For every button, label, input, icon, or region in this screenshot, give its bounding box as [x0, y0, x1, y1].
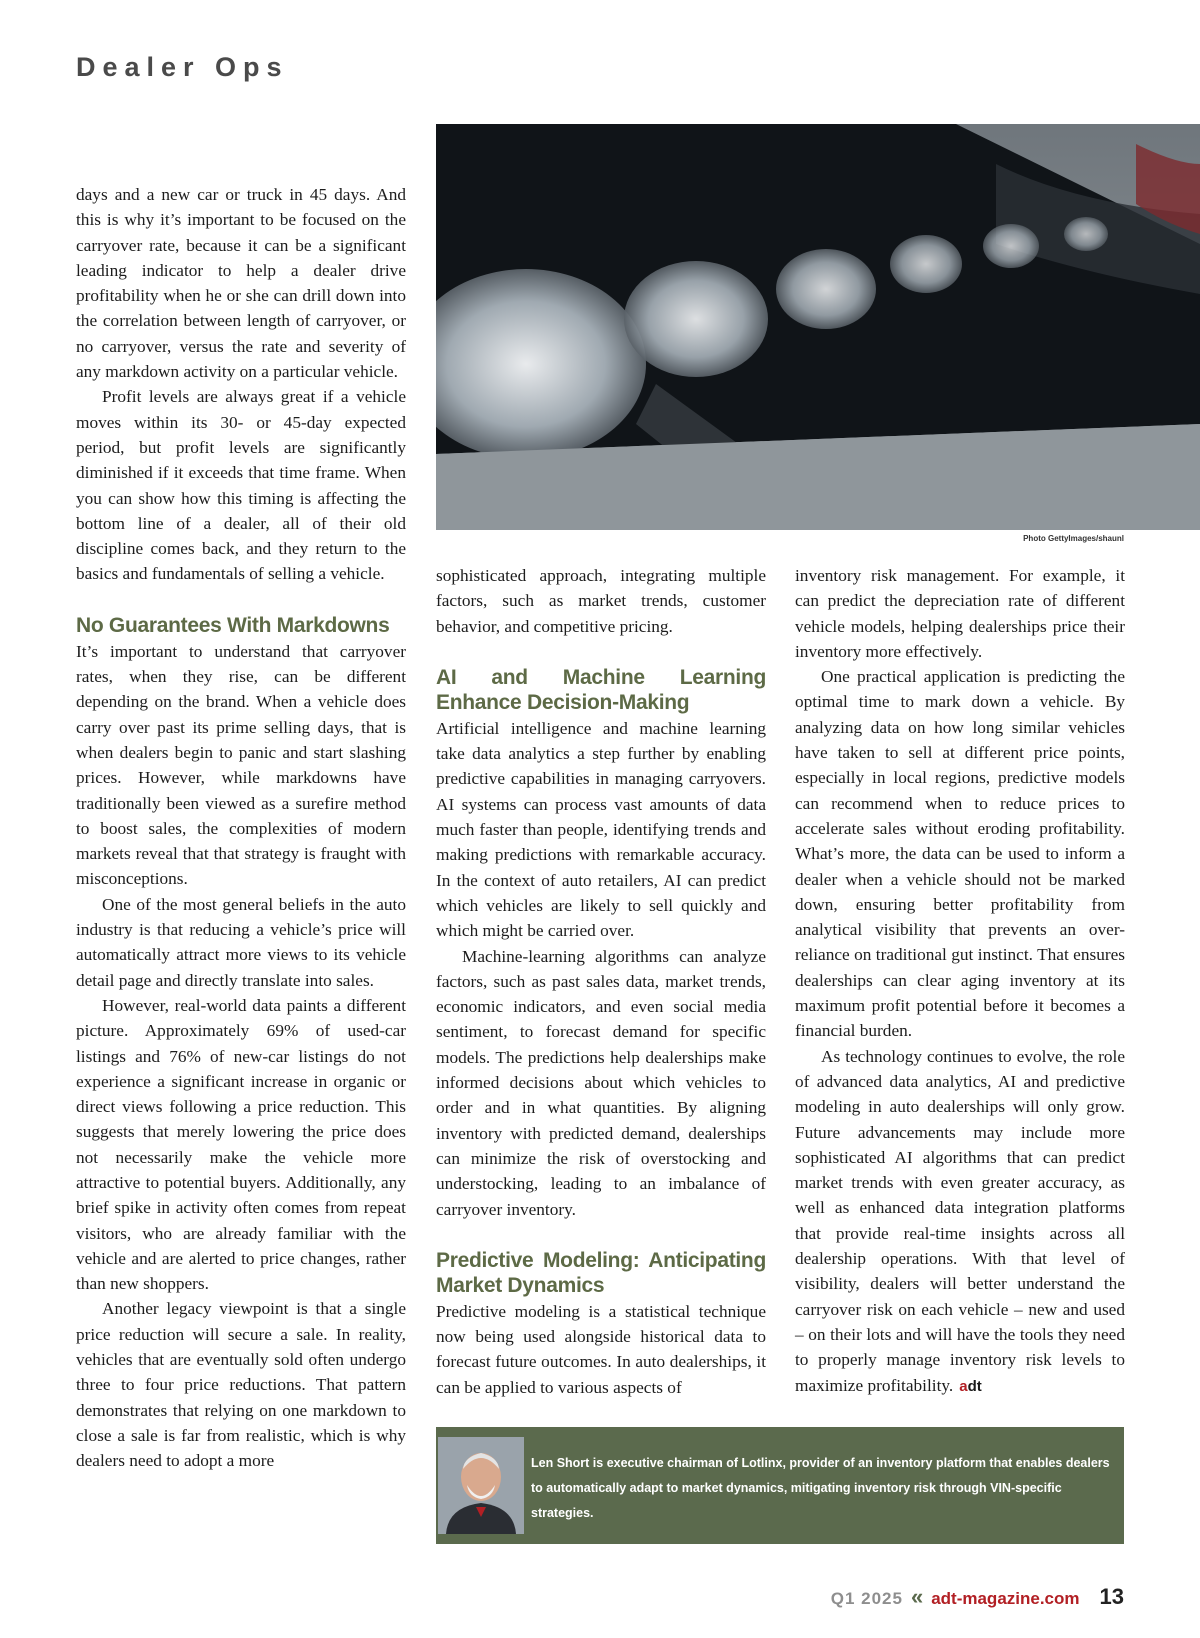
- paragraph: days and a new car or truck in 45 days. And this is why it’s important to be focused on the carryover rate, because it can be a significant leading indicator to help a dealer drive profitability when he or she can drill down into the correlation between length of carryover, or no carryover, versus the rate and severity of any markdown activity on a particular vehicle.: [76, 185, 406, 382]
- author-portrait: [438, 1437, 524, 1534]
- author-bio-box: [436, 1427, 1124, 1544]
- subheading-markdowns: No Guarantees With Markdowns: [76, 613, 390, 637]
- paragraph: It’s important to understand that carryover rates, when they rise, can be different depending on the brand. When a vehicle does carry over past its prime selling days, that is when dealers begin to panic and start slashing prices. However, while markdowns have traditionally been viewed as a surefire method to boost sales, the complexities of modern markets reveal that that strategy is fraught with misconceptions.: [76, 641, 406, 889]
- subheading-ai: AI and Machine Learning Enhance Decision-Making: [436, 665, 766, 714]
- article-column-2: [436, 563, 766, 1400]
- article-column-3: [795, 563, 1125, 1399]
- author-bio-text: Len Short is executive chairman of Lotlinx, provider of an inventory platform that enables dealers to automatically adapt to market dynamics, mitigating inventory risk through VIN-specific strategies.: [531, 1456, 1110, 1520]
- paragraph: One practical application is predicting the optimal time to mark down a vehicle. By analyzing data on how long similar vehicles have taken to sell at different price points, especially in local regions, predictive models can recommend when to reduce prices to accelerate sales without eroding profitability. What’s more, the data can be used to inform a dealer when a vehicle should not be marked down, ensuring better profitability from analytical visibility that prevents an over-reliance on traditional gut instinct. That ensures dealerships can clear aging inventory at its maximum profit potential before it becomes a financial burden.: [795, 667, 1125, 1041]
- end-mark-dt: dt: [967, 1377, 982, 1395]
- paragraph: sophisticated approach, integrating multiple factors, such as market trends, customer behavior, and competitive pricing.: [436, 566, 766, 636]
- paragraph: One of the most general beliefs in the auto industry is that reducing a vehicle’s price will automatically attract more views to its vehicle detail page and directly translate into sales.: [76, 894, 406, 990]
- footer-separator: «: [910, 1584, 924, 1609]
- cars-photo: [436, 124, 1200, 530]
- author-photo: [438, 1437, 524, 1534]
- website-link[interactable]: adt-magazine.com: [931, 1589, 1080, 1608]
- page-number: 13: [1099, 1584, 1124, 1609]
- paragraph: Artificial intelligence and machine learning take data analytics a step further by enabling predictive capabilities in managing carryovers. AI systems can process vast amounts of data much faster than people, identifying trends and making predictions with remarkable accuracy. In the context of auto retailers, AI can predict which vehicles are likely to sell quickly and which might be carried over.: [436, 718, 766, 941]
- paragraph-text: As technology continues to evolve, the role of advanced data analytics, AI and predictive modeling in auto dealerships will only grow. Future advancements may include more sophisticated AI algorithms that can predict market trends with even greater accuracy, as well as enhanced data integration platforms that provide real-time insights across all dealership operations. With that level of visibility, dealers will better understand the carryover risk on each vehicle – new and used – on their lots and will have the tools they need to properly manage inventory risk levels to maximize profitability.: [795, 1046, 1125, 1395]
- paragraph: Predictive modeling is a statistical technique now being used alongside historical data to forecast future outcomes. In auto dealerships, it can be applied to various aspects of: [436, 1301, 766, 1397]
- issue-label: Q1 2025: [830, 1589, 903, 1608]
- paragraph: inventory risk management. For example, it can predict the depreciation rate of different vehicle models, helping dealerships price their inventory more effectively.: [795, 566, 1125, 661]
- photo-credit: Photo GettyImages/shaunl: [1023, 534, 1124, 543]
- paragraph: Profit levels are always great if a vehicle moves within its 30- or 45-day expected period, but profit levels are significantly diminished if it exceeds that time frame. When you can show how this timing is affecting the bottom line of a dealer, all of their old discipline comes back, and they return to the basics and fundamentals of selling a vehicle.: [76, 387, 406, 584]
- page-footer: [831, 1584, 1124, 1610]
- section-title: Dealer Ops: [76, 52, 289, 82]
- cars-illustration: [436, 124, 1200, 530]
- paragraph: Machine-learning algorithms can analyze factors, such as past sales data, market trends, economic indicators, and even social media sentiment, to forecast demand for specific models. The predictions help dealerships make informed decisions about which vehicles to order and in what quantities. By aligning inventory with predicted demand, dealerships can minimize the risk of overstocking and understocking, leading to an imbalance of carryover inventory.: [436, 946, 766, 1219]
- end-mark-logo: [959, 1378, 982, 1395]
- paragraph: Another legacy viewpoint is that a single price reduction will secure a sale. In reality, vehicles that are eventually sold often undergo three to four price reductions. That pattern demonstrates that relying on one markdown to close a sale is far from realistic, which is why dealers need to adopt a more: [76, 1299, 406, 1471]
- paragraph: However, real-world data paints a different picture. Approximately 69% of used-car listings and 76% of new-car listings do not experience a significant increase in organic or direct views following a price reduction. This suggests that merely lowering the price does not necessarily make the vehicle more attractive to potential buyers. Additionally, any brief spike in activity often comes from repeat visitors, who are already familiar with the vehicle and are alerted to price changes, rather than new shoppers.: [76, 995, 406, 1294]
- end-mark-a: a: [959, 1377, 968, 1395]
- article-column-1: [76, 182, 406, 1474]
- paragraph-final: [795, 1044, 1125, 1399]
- subheading-predictive: Predictive Modeling: Anticipating Market Dynamics: [436, 1248, 766, 1297]
